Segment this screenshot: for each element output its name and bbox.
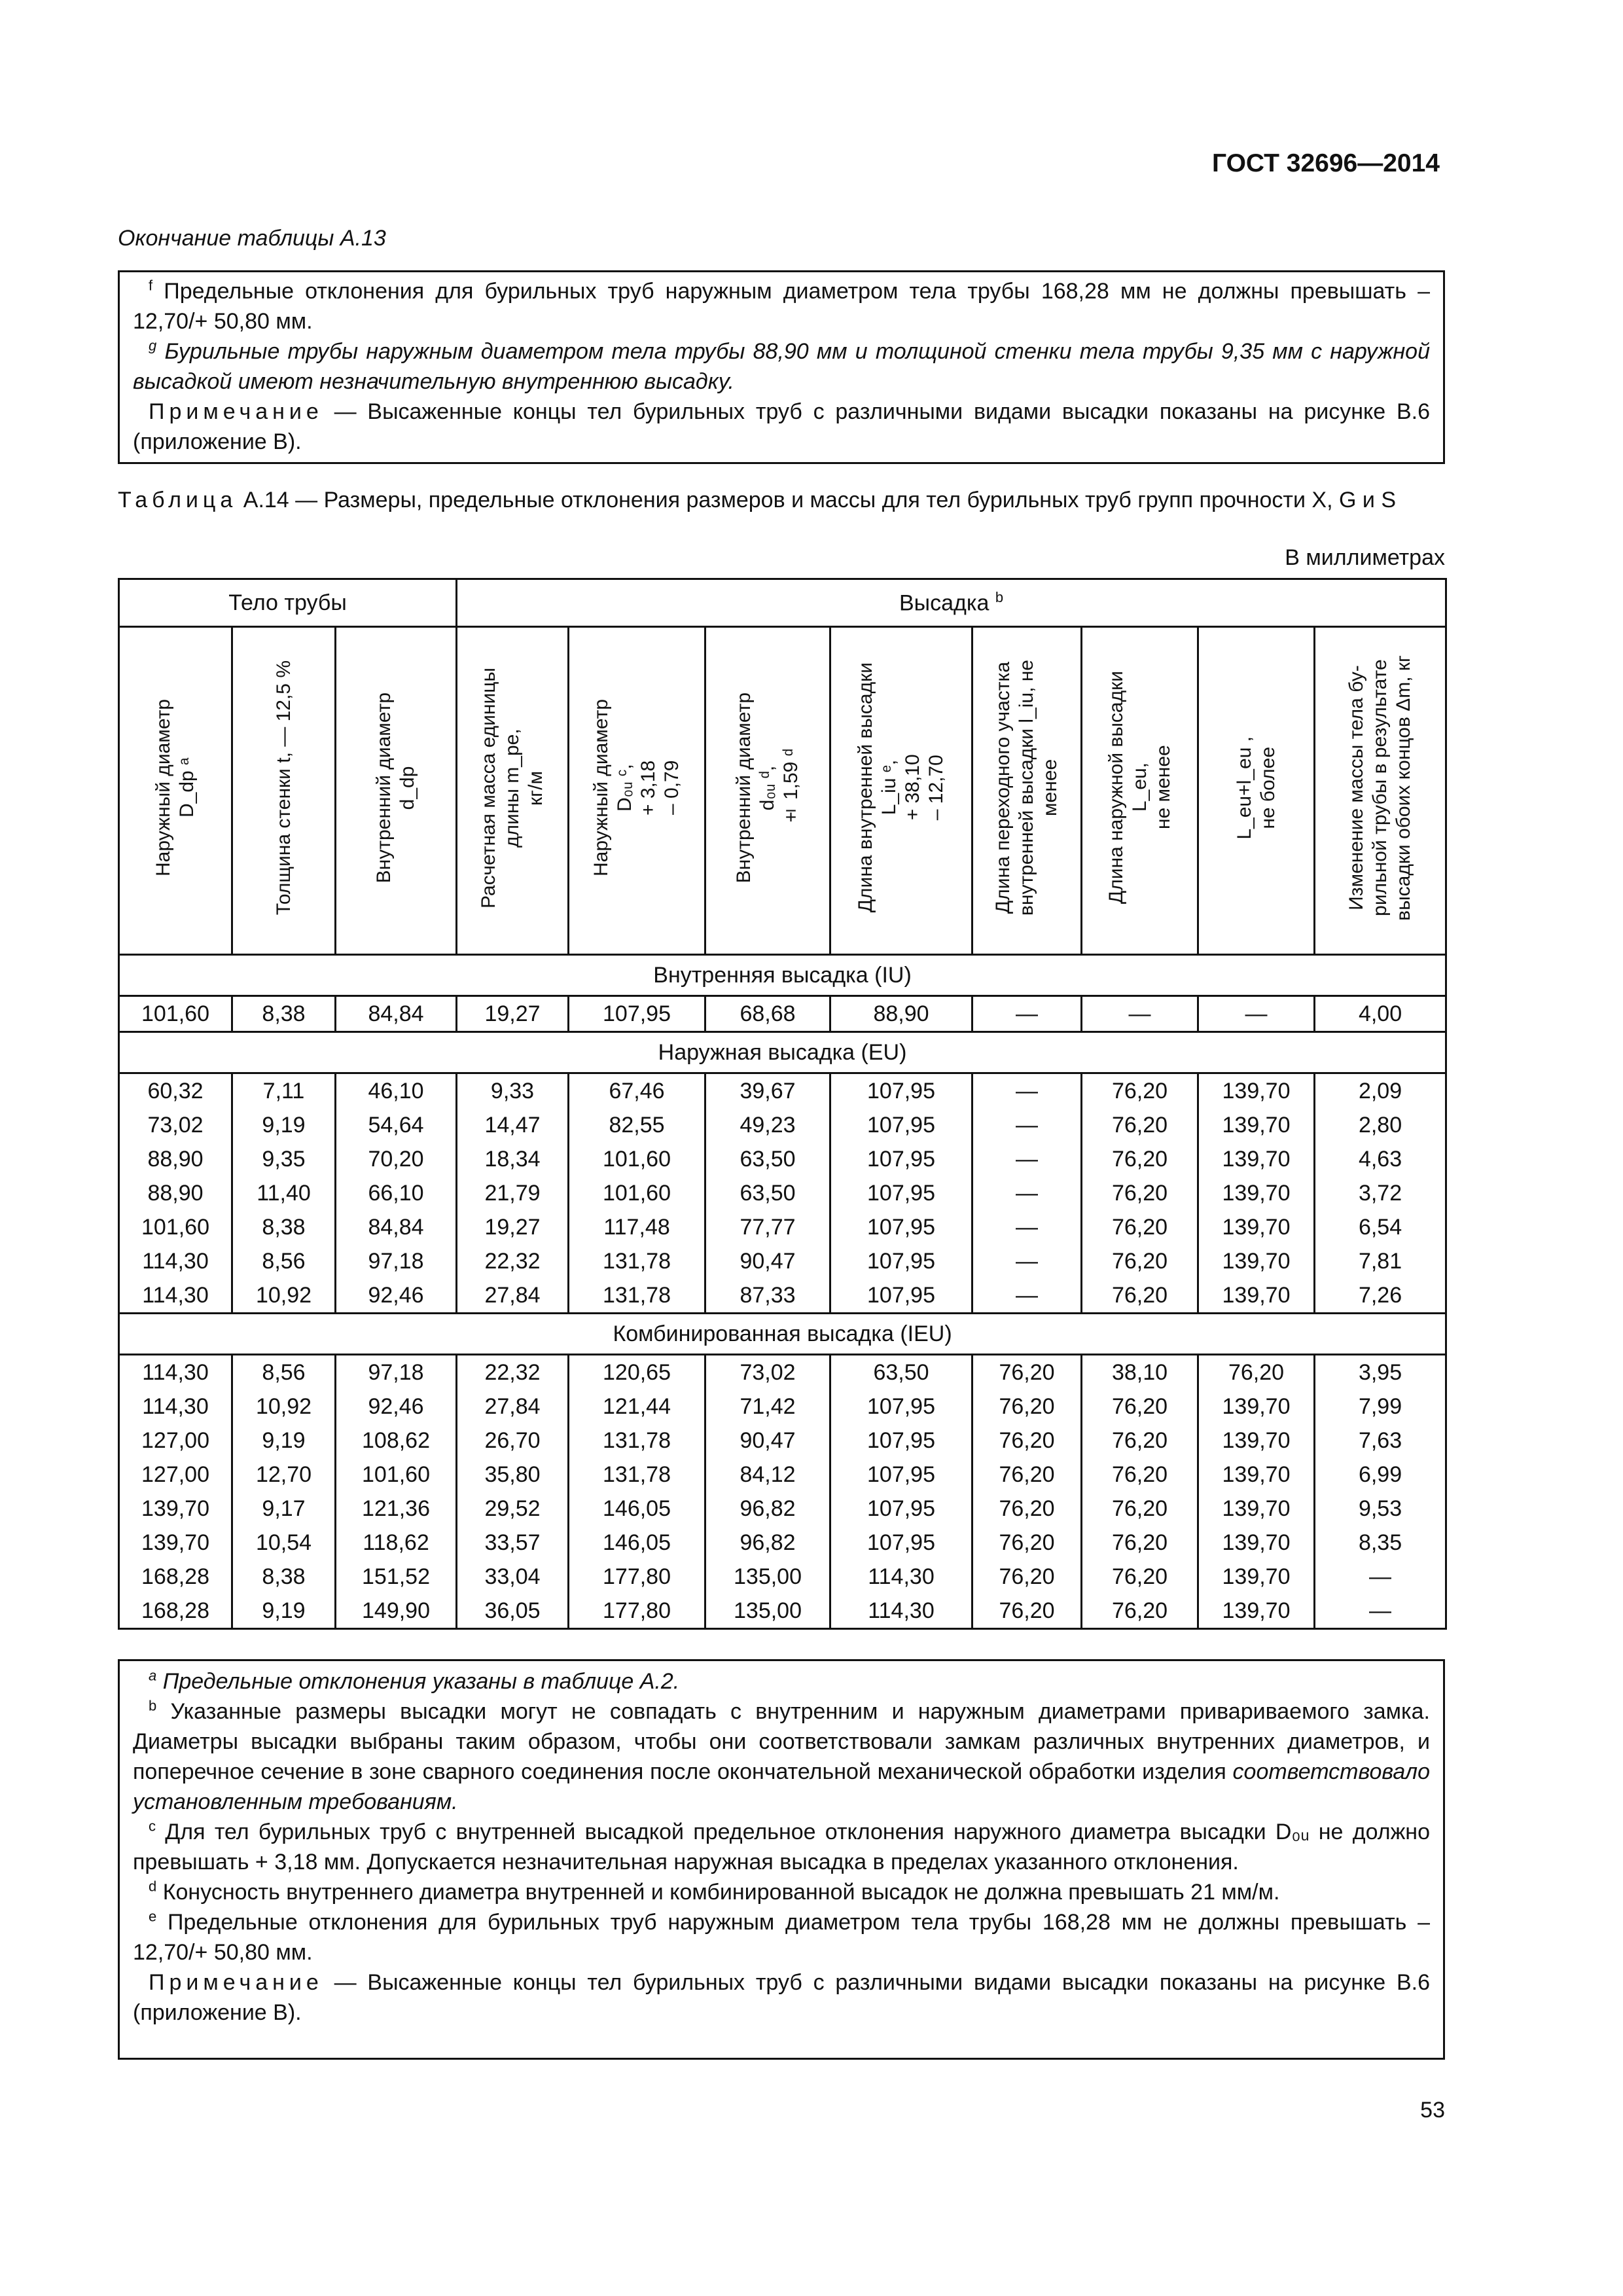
cell-value: 76,20 xyxy=(1111,1113,1168,1138)
continuation-title: Окончание таблицы А.13 xyxy=(118,226,386,251)
column-header-label: Расчетная масса единицы длины m_pe, кг/м xyxy=(478,667,546,908)
cell-value: 146,05 xyxy=(603,1496,671,1521)
column-header xyxy=(972,627,1082,955)
cell-value: 97,18 xyxy=(368,1249,424,1274)
cell-value: 8,56 xyxy=(262,1360,306,1385)
cell-value: 67,46 xyxy=(609,1079,665,1103)
cell-value: 7,11 xyxy=(262,1079,305,1103)
cell-value: 49,23 xyxy=(740,1113,796,1138)
cell-value: 107,95 xyxy=(867,1283,935,1308)
table-cell xyxy=(119,1073,232,1314)
cell-value: 101,60 xyxy=(362,1462,430,1487)
cell-value: — xyxy=(1016,1249,1038,1274)
table-cell xyxy=(1315,996,1446,1032)
table-cell xyxy=(830,996,972,1032)
cell-value: 90,47 xyxy=(740,1249,796,1274)
cell-value: 139,70 xyxy=(1222,1394,1291,1419)
group-header-upset: Высадка $^b$ xyxy=(457,579,1446,627)
cell-value: — xyxy=(1016,1001,1038,1026)
cell-value: 101,60 xyxy=(603,1147,671,1172)
cell-value: 10,92 xyxy=(255,1394,312,1419)
section-title-row xyxy=(119,1314,1446,1355)
cell-value: 107,95 xyxy=(603,1001,671,1026)
cell-value: 114,30 xyxy=(142,1283,209,1308)
group-header-row xyxy=(119,579,1446,627)
footnote-c: $^c$ Для тел бурильных труб с внутренней высадкой предельное отклонения наружного диаметра высадки D₀ᵤ не должно превышать + 3,18 мм. Допускается незначительная наружная высадка в пределах указанного отклонения. xyxy=(133,1818,1430,1874)
cell-value: 101,60 xyxy=(141,1215,209,1240)
cell-value: 76,20 xyxy=(1111,1530,1168,1555)
cell-value: 35,80 xyxy=(484,1462,541,1487)
section-title-row xyxy=(119,955,1446,996)
table-cell xyxy=(232,1073,336,1314)
cell-value: 76,20 xyxy=(999,1530,1055,1555)
cell-value: 9,19 xyxy=(262,1428,306,1453)
cell-value: — xyxy=(1016,1181,1038,1206)
cell-value: 70,20 xyxy=(368,1147,424,1172)
cell-value: 73,02 xyxy=(147,1113,204,1138)
cell-value: 76,20 xyxy=(1111,1079,1168,1103)
document-id: ГОСТ 32696—2014 xyxy=(1212,149,1440,177)
cell-value: — xyxy=(1016,1079,1038,1103)
cell-value: 135,00 xyxy=(734,1564,802,1589)
cell-value: 71,42 xyxy=(740,1394,796,1419)
footnote-d: $^d$ Конусность внутреннего диаметра внутренней и комбинированной высадок не должна превышать 21 мм/м. xyxy=(149,1878,1280,1905)
group-header-body: Тело трубы xyxy=(119,579,457,627)
cell-value: 76,20 xyxy=(1111,1462,1168,1487)
units-label: В миллиметрах xyxy=(1285,545,1445,570)
cell-value: 131,78 xyxy=(603,1428,671,1453)
table-cell xyxy=(705,996,830,1032)
cell-value: — xyxy=(1016,1147,1038,1172)
cell-value: 9,53 xyxy=(1358,1496,1402,1521)
dimensions-table xyxy=(118,578,1447,1630)
cell-value: 127,00 xyxy=(141,1462,209,1487)
cell-value: 88,90 xyxy=(147,1147,204,1172)
table-row-group xyxy=(119,1355,1446,1629)
cell-value: 76,20 xyxy=(1111,1215,1168,1240)
column-header xyxy=(569,627,705,955)
column-header-row xyxy=(119,627,1446,955)
column-header-label: Длина наружной высадки L_eu, не менее xyxy=(1105,671,1174,905)
cell-value: 96,82 xyxy=(740,1530,796,1555)
cell-value: 76,20 xyxy=(999,1394,1055,1419)
cell-value: 76,20 xyxy=(1111,1283,1168,1308)
cell-value: 7,81 xyxy=(1358,1249,1402,1274)
cell-value: 73,02 xyxy=(740,1360,796,1385)
cell-value: 76,20 xyxy=(1111,1147,1168,1172)
cell-value: 8,56 xyxy=(262,1249,306,1274)
cell-value: 96,82 xyxy=(740,1496,796,1521)
table-cell xyxy=(457,1355,569,1629)
cell-value: 121,44 xyxy=(603,1394,671,1419)
cell-value: 18,34 xyxy=(484,1147,541,1172)
cell-value: 7,26 xyxy=(1358,1283,1402,1308)
column-header-label: Наружный диаметр D_dp ᵃ xyxy=(152,698,198,876)
cell-value: 76,20 xyxy=(999,1428,1055,1453)
cell-value: 139,70 xyxy=(1222,1181,1291,1206)
cell-value: 19,27 xyxy=(484,1215,541,1240)
cell-value: 66,10 xyxy=(368,1181,424,1206)
footnote-b: $^b$ Указанные размеры высадки могут не совпадать с внутренним и наружным диаметрами привариваемого замка. Диаметры высадки выбраны таким образом, чтобы они соответствовали замкам различных внутренних диаметров, и поперечное сечение в зоне сварного соединения после окончательной механической обработки изделия соответствовало установленным требованиям. xyxy=(133,1697,1431,1814)
column-header xyxy=(705,627,830,955)
cell-value: 7,63 xyxy=(1358,1428,1402,1453)
table-cell xyxy=(972,1073,1082,1314)
table-cell xyxy=(569,996,705,1032)
table-cell xyxy=(1198,1355,1315,1629)
page-number: 53 xyxy=(1420,2098,1445,2123)
cell-value: 131,78 xyxy=(603,1283,671,1308)
column-header-label: Толщина стенки t, — 12,5 % xyxy=(272,660,294,916)
cell-value: 76,20 xyxy=(1111,1181,1168,1206)
cell-value: 8,38 xyxy=(262,1001,306,1026)
cell-value: 9,19 xyxy=(262,1598,306,1623)
cell-value: 107,95 xyxy=(867,1079,935,1103)
cell-value: 114,30 xyxy=(142,1394,209,1419)
column-header xyxy=(336,627,457,955)
cell-value: 90,47 xyxy=(740,1428,796,1453)
section-title: Комбинированная высадка (IEU) xyxy=(119,1314,1446,1355)
cell-value: 107,95 xyxy=(867,1215,935,1240)
cell-value: 107,95 xyxy=(867,1181,935,1206)
cell-value: 177,80 xyxy=(603,1598,671,1623)
cell-value: 139,70 xyxy=(141,1496,209,1521)
cell-value: 76,20 xyxy=(1111,1428,1168,1453)
cell-value: 127,00 xyxy=(141,1428,209,1453)
cell-value: 11,40 xyxy=(257,1181,311,1206)
section-title-row xyxy=(119,1032,1446,1073)
cell-value: 2,80 xyxy=(1358,1113,1402,1138)
footnote-a: $^a$ Предельные отклонения указаны в таблице А.2. xyxy=(149,1667,680,1694)
cell-value: 26,70 xyxy=(484,1428,541,1453)
cell-value: 139,70 xyxy=(1222,1530,1291,1555)
cell-value: 84,84 xyxy=(368,1215,424,1240)
column-header-label: Длина внутренней высадки L_iu ᵉ, + 38,10 – 12,70 xyxy=(855,662,947,913)
cell-value: 33,04 xyxy=(484,1564,541,1589)
cell-value: 108,62 xyxy=(362,1428,430,1453)
cell-value: 139,70 xyxy=(1222,1428,1291,1453)
cell-value: 39,67 xyxy=(740,1079,796,1103)
cell-value: 139,70 xyxy=(1222,1249,1291,1274)
cell-value: 38,10 xyxy=(1111,1360,1168,1385)
cell-value: 22,32 xyxy=(484,1360,541,1385)
column-header xyxy=(119,627,232,955)
cell-value: 151,52 xyxy=(362,1564,430,1589)
cell-value: 76,20 xyxy=(999,1564,1055,1589)
table-cell xyxy=(232,996,336,1032)
cell-value: 76,20 xyxy=(999,1462,1055,1487)
cell-value: 19,27 xyxy=(484,1001,541,1026)
cell-value: 33,57 xyxy=(484,1530,541,1555)
cell-value: 63,50 xyxy=(740,1181,796,1206)
cell-value: 139,70 xyxy=(1222,1079,1291,1103)
column-header xyxy=(830,627,972,955)
table-cell xyxy=(457,1073,569,1314)
table-row-group xyxy=(119,1073,1446,1314)
cell-value: 6,54 xyxy=(1358,1215,1402,1240)
table-cell xyxy=(830,1073,972,1314)
cell-value: 139,70 xyxy=(1222,1462,1291,1487)
cell-value: 139,70 xyxy=(1222,1598,1291,1623)
cell-value: 68,68 xyxy=(740,1001,796,1026)
cell-value: — xyxy=(1245,1001,1268,1026)
table-cell xyxy=(336,1355,457,1629)
cell-value: 101,60 xyxy=(141,1001,209,1026)
column-header xyxy=(232,627,336,955)
cell-value: 139,70 xyxy=(1222,1113,1291,1138)
cell-value: 168,28 xyxy=(141,1598,209,1623)
cell-value: 84,84 xyxy=(368,1001,424,1026)
cell-value: 76,20 xyxy=(1111,1249,1168,1274)
cell-value: 9,35 xyxy=(262,1147,306,1172)
cell-value: 118,62 xyxy=(363,1530,429,1555)
table-cell xyxy=(1082,996,1198,1032)
cell-value: 4,63 xyxy=(1358,1147,1402,1172)
cell-value: 9,19 xyxy=(262,1113,306,1138)
cell-value: 60,32 xyxy=(147,1079,204,1103)
cell-value: 27,84 xyxy=(484,1394,541,1419)
column-header xyxy=(1198,627,1315,955)
cell-value: 76,20 xyxy=(1228,1360,1285,1385)
cell-value: — xyxy=(1369,1564,1392,1589)
cell-value: 92,46 xyxy=(368,1394,424,1419)
table-cell xyxy=(336,1073,457,1314)
column-header-label: Внутренний диаметр d₀ᵤ ᵈ, ± 1,59 ᵈ xyxy=(733,692,802,884)
cell-value: 107,95 xyxy=(867,1462,935,1487)
cell-value: 88,90 xyxy=(873,1001,929,1026)
cell-value: 168,28 xyxy=(141,1564,209,1589)
cell-value: 87,33 xyxy=(740,1283,796,1308)
table-cell xyxy=(119,996,232,1032)
note: Примечание — Высаженные концы тел бурильных труб с различными видами высадки показаны на рисунке В.6 (приложение В). xyxy=(133,399,1430,454)
cell-value: 7,99 xyxy=(1358,1394,1402,1419)
cell-value: 9,17 xyxy=(262,1496,306,1521)
cell-value: 2,09 xyxy=(1358,1079,1402,1103)
table-cell xyxy=(1198,996,1315,1032)
cell-value: 120,65 xyxy=(603,1360,671,1385)
cell-value: — xyxy=(1016,1215,1038,1240)
table-cell xyxy=(569,1073,705,1314)
cell-value: 149,90 xyxy=(362,1598,430,1623)
cell-value: — xyxy=(1016,1113,1038,1138)
column-header-label: Наружный диаметр D₀ᵤ ᶜ, + 3,18 – 0,79 xyxy=(590,698,683,876)
table-cell xyxy=(1315,1073,1446,1314)
column-header-label: L_eu+l_eu , не более xyxy=(1233,736,1279,840)
cell-value: 12,70 xyxy=(255,1462,312,1487)
table-cell xyxy=(232,1355,336,1629)
cell-value: — xyxy=(1016,1283,1038,1308)
cell-value: 36,05 xyxy=(484,1598,541,1623)
section-title: Наружная высадка (EU) xyxy=(119,1032,1446,1073)
cell-value: 139,70 xyxy=(1222,1215,1291,1240)
cell-value: 54,64 xyxy=(368,1113,424,1138)
cell-value: 82,55 xyxy=(609,1113,665,1138)
cell-value: 107,95 xyxy=(867,1530,935,1555)
cell-value: 6,99 xyxy=(1358,1462,1402,1487)
cell-value: 117,48 xyxy=(603,1215,670,1240)
cell-value: 107,95 xyxy=(867,1496,935,1521)
cell-value: 10,92 xyxy=(255,1283,312,1308)
table-row-group xyxy=(119,996,1446,1032)
cell-value: — xyxy=(1369,1598,1392,1623)
cell-value: 107,95 xyxy=(867,1428,935,1453)
cell-value: 139,70 xyxy=(141,1530,209,1555)
cell-value: 14,47 xyxy=(484,1113,541,1138)
column-header-label: Длина переходного участка внутренней высадки l_iu, не менее xyxy=(992,659,1061,916)
cell-value: 139,70 xyxy=(1222,1283,1291,1308)
cell-value: 63,50 xyxy=(740,1147,796,1172)
cell-value: 29,52 xyxy=(484,1496,541,1521)
cell-value: 107,95 xyxy=(867,1249,935,1274)
cell-value: 76,20 xyxy=(999,1496,1055,1521)
table-cell xyxy=(1198,1073,1315,1314)
cell-value: 77,77 xyxy=(740,1215,796,1240)
footnote-e: $^e$ Предельные отклонения для бурильных труб наружным диаметром тела трубы 168,28 мм не должны превышать – 12,70/+ 50,80 мм. xyxy=(133,1908,1430,1965)
cell-value: 92,46 xyxy=(368,1283,424,1308)
table-caption: Таблица А.14 — Размеры, предельные отклонения размеров и массы для тел бурильных труб групп прочности X, G и S xyxy=(118,488,1397,512)
cell-value: 114,30 xyxy=(868,1564,935,1589)
cell-value: 8,35 xyxy=(1358,1530,1402,1555)
cell-value: 76,20 xyxy=(999,1598,1055,1623)
previous-table-notes xyxy=(118,270,1445,464)
cell-value: 107,95 xyxy=(867,1394,935,1419)
table-cell xyxy=(569,1355,705,1629)
section-title: Внутренняя высадка (IU) xyxy=(119,955,1446,996)
cell-value: 97,18 xyxy=(368,1360,424,1385)
cell-value: 76,20 xyxy=(1111,1394,1168,1419)
table-cell xyxy=(972,1355,1082,1629)
cell-value: 3,72 xyxy=(1358,1181,1402,1206)
cell-value: 146,05 xyxy=(603,1530,671,1555)
cell-value: 84,12 xyxy=(740,1462,796,1487)
column-header xyxy=(1082,627,1198,955)
table-cell xyxy=(705,1355,830,1629)
cell-value: 63,50 xyxy=(873,1360,929,1385)
cell-value: 10,54 xyxy=(255,1530,312,1555)
cell-value: 46,10 xyxy=(368,1079,424,1103)
cell-value: 114,30 xyxy=(868,1598,935,1623)
cell-value: 177,80 xyxy=(603,1564,671,1589)
cell-value: 9,33 xyxy=(490,1079,535,1103)
cell-value: 107,95 xyxy=(867,1147,935,1172)
cell-value: — xyxy=(1128,1001,1151,1026)
cell-value: 114,30 xyxy=(142,1360,209,1385)
table-cell xyxy=(705,1073,830,1314)
cell-value: 139,70 xyxy=(1222,1564,1291,1589)
cell-value: 131,78 xyxy=(603,1249,671,1274)
cell-value: 21,79 xyxy=(484,1181,541,1206)
cell-value: 88,90 xyxy=(147,1181,204,1206)
cell-value: 131,78 xyxy=(603,1462,671,1487)
cell-value: 4,00 xyxy=(1358,1001,1402,1026)
table-footnotes xyxy=(118,1659,1445,2060)
cell-value: 107,95 xyxy=(867,1113,935,1138)
footnote-g: $^g$ Бурильные трубы наружным диаметром тела трубы 88,90 мм и толщиной стенки тела трубы 9,35 мм с наружной высадкой имеют незначительную внутреннюю высадку. xyxy=(133,337,1431,394)
note: Примечание — Высаженные концы тел бурильных труб с различными видами высадки показаны на рисунке В.6 (приложение В). xyxy=(133,1970,1430,2025)
cell-value: 8,38 xyxy=(262,1564,306,1589)
table-cell xyxy=(457,996,569,1032)
table-cell xyxy=(336,996,457,1032)
cell-value: 76,20 xyxy=(1111,1496,1168,1521)
cell-value: 76,20 xyxy=(1111,1564,1168,1589)
cell-value: 8,38 xyxy=(262,1215,306,1240)
table-cell xyxy=(119,1355,232,1629)
cell-value: 139,70 xyxy=(1222,1147,1291,1172)
cell-value: 76,20 xyxy=(999,1360,1055,1385)
table-cell xyxy=(1082,1073,1198,1314)
cell-value: 114,30 xyxy=(142,1249,209,1274)
cell-value: 139,70 xyxy=(1222,1496,1291,1521)
table-cell xyxy=(1315,1355,1446,1629)
column-header xyxy=(1315,627,1446,955)
cell-value: 101,60 xyxy=(603,1181,671,1206)
table-cell xyxy=(972,996,1082,1032)
cell-value: 76,20 xyxy=(1111,1598,1168,1623)
table-cell xyxy=(1082,1355,1198,1629)
column-header xyxy=(457,627,569,955)
cell-value: 135,00 xyxy=(734,1598,802,1623)
footnote-f: $^f$ Предельные отклонения для бурильных труб наружным диаметром тела трубы 168,28 мм не должны превышать – 12,70/+ 50,80 мм. xyxy=(133,277,1430,334)
table-cell xyxy=(830,1355,972,1629)
column-header-label: Внутренний диаметр d_dp xyxy=(373,692,418,884)
cell-value: 22,32 xyxy=(484,1249,541,1274)
cell-value: 27,84 xyxy=(484,1283,541,1308)
cell-value: 3,95 xyxy=(1358,1360,1402,1385)
column-header-label: Изменение массы тела бу- рильной трубы в результате высадки обоих концов Δm, кг xyxy=(1346,655,1415,921)
cell-value: 121,36 xyxy=(362,1496,430,1521)
